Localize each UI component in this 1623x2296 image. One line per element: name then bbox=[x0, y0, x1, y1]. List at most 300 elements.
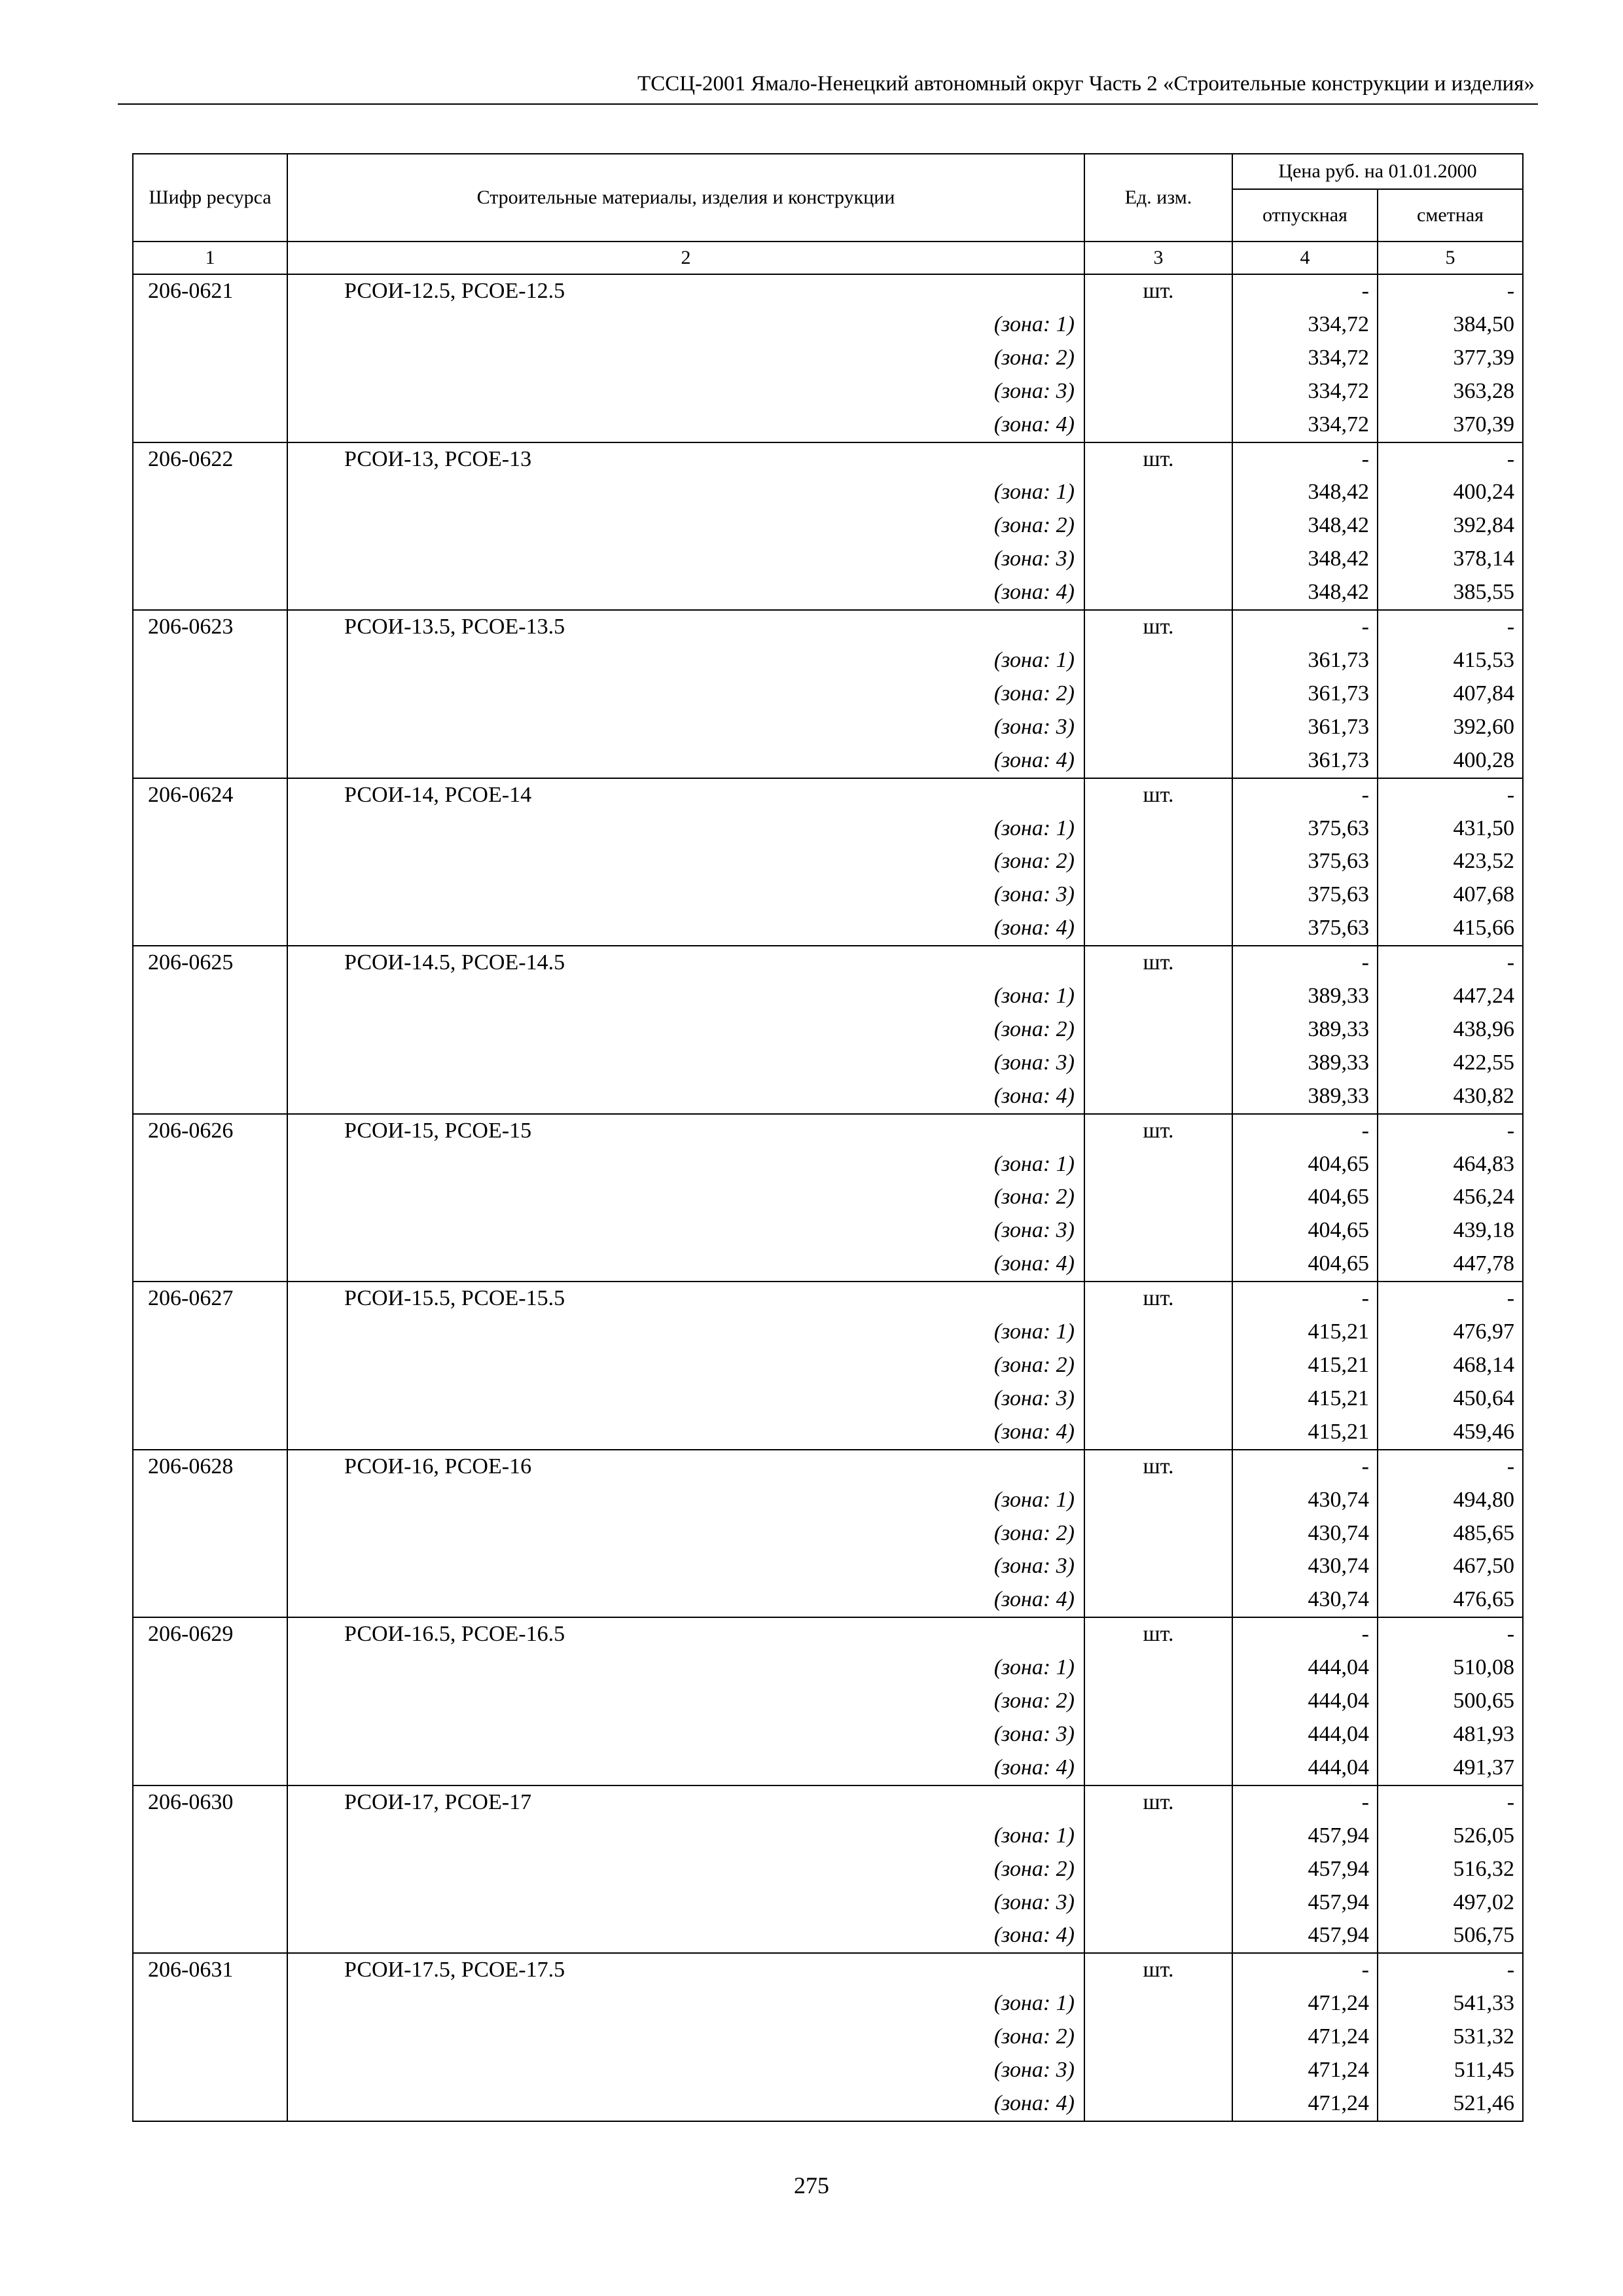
empty-cell bbox=[133, 408, 287, 442]
empty-cell bbox=[133, 845, 287, 878]
estimate-price: - bbox=[1378, 1617, 1523, 1651]
empty-cell bbox=[133, 912, 287, 946]
estimate-price: 497,02 bbox=[1378, 1886, 1523, 1920]
empty-cell bbox=[1084, 476, 1232, 509]
empty-cell bbox=[1084, 543, 1232, 576]
zone-label: (зона: 3) bbox=[287, 1382, 1084, 1416]
zone-label: (зона: 3) bbox=[287, 1214, 1084, 1247]
zone-label: (зона: 3) bbox=[287, 1550, 1084, 1583]
zone-label: (зона: 2) bbox=[287, 1181, 1084, 1214]
zone-row bbox=[133, 1214, 1523, 1247]
release-price: 457,94 bbox=[1232, 1853, 1378, 1886]
unit: шт. bbox=[1084, 1617, 1232, 1651]
zone-row bbox=[133, 1583, 1523, 1617]
empty-cell bbox=[133, 1583, 287, 1617]
unit: шт. bbox=[1084, 1953, 1232, 1987]
page-header: ТССЦ-2001 Ямало-Ненецкий автономный округ Часть 2 «Строительные конструкции и изделия» bbox=[637, 72, 1535, 96]
zone-row bbox=[133, 912, 1523, 946]
zone-row bbox=[133, 1080, 1523, 1114]
estimate-price: 476,65 bbox=[1378, 1583, 1523, 1617]
table-row bbox=[133, 1953, 1523, 1987]
estimate-price: 526,05 bbox=[1378, 1820, 1523, 1853]
empty-cell bbox=[1084, 1651, 1232, 1685]
empty-cell bbox=[1084, 2020, 1232, 2054]
zone-row bbox=[133, 1148, 1523, 1181]
estimate-price: 481,93 bbox=[1378, 1718, 1523, 1751]
release-price: 444,04 bbox=[1232, 1685, 1378, 1718]
empty-cell bbox=[133, 476, 287, 509]
estimate-price: 415,66 bbox=[1378, 912, 1523, 946]
empty-cell bbox=[1084, 375, 1232, 408]
estimate-price: 431,50 bbox=[1378, 812, 1523, 846]
empty-cell bbox=[1084, 1919, 1232, 1953]
release-price: 375,63 bbox=[1232, 912, 1378, 946]
table-header bbox=[133, 154, 1523, 274]
resource-code: 206-0630 bbox=[133, 1785, 287, 1820]
empty-cell bbox=[133, 1013, 287, 1047]
empty-cell bbox=[1084, 308, 1232, 342]
col-number: 1 bbox=[133, 242, 287, 274]
estimate-price: 392,60 bbox=[1378, 711, 1523, 744]
estimate-price: 467,50 bbox=[1378, 1550, 1523, 1583]
price-table bbox=[132, 153, 1524, 2122]
empty-cell bbox=[133, 1148, 287, 1181]
estimate-price: 447,78 bbox=[1378, 1247, 1523, 1282]
table-row bbox=[133, 1114, 1523, 1148]
zone-row bbox=[133, 1550, 1523, 1583]
estimate-price: - bbox=[1378, 274, 1523, 308]
empty-cell bbox=[1084, 1517, 1232, 1551]
resource-code: 206-0626 bbox=[133, 1114, 287, 1148]
zone-label: (зона: 1) bbox=[287, 1987, 1084, 2020]
zone-row bbox=[133, 1853, 1523, 1886]
release-price: 430,74 bbox=[1232, 1517, 1378, 1551]
empty-cell bbox=[133, 1382, 287, 1416]
release-price: 361,73 bbox=[1232, 677, 1378, 711]
empty-cell bbox=[1084, 980, 1232, 1013]
unit: шт. bbox=[1084, 442, 1232, 476]
zone-row bbox=[133, 509, 1523, 543]
estimate-price: 439,18 bbox=[1378, 1214, 1523, 1247]
estimate-price: 392,84 bbox=[1378, 509, 1523, 543]
empty-cell bbox=[133, 543, 287, 576]
empty-cell bbox=[133, 1416, 287, 1450]
table-body bbox=[133, 274, 1523, 2121]
empty-cell bbox=[1084, 576, 1232, 610]
release-price: 375,63 bbox=[1232, 845, 1378, 878]
zone-row bbox=[133, 1181, 1523, 1214]
estimate-price: 468,14 bbox=[1378, 1349, 1523, 1382]
release-price: 444,04 bbox=[1232, 1718, 1378, 1751]
empty-cell bbox=[1084, 912, 1232, 946]
release-price: - bbox=[1232, 610, 1378, 644]
empty-cell bbox=[133, 812, 287, 846]
zone-row bbox=[133, 1685, 1523, 1718]
empty-cell bbox=[1084, 1382, 1232, 1416]
resource-name: РСОИ-15.5, РСОЕ-15.5 bbox=[287, 1282, 1084, 1316]
empty-cell bbox=[1084, 1080, 1232, 1114]
release-price: 334,72 bbox=[1232, 375, 1378, 408]
zone-label: (зона: 4) bbox=[287, 576, 1084, 610]
zone-row bbox=[133, 812, 1523, 846]
empty-cell bbox=[1084, 1685, 1232, 1718]
estimate-price: 407,84 bbox=[1378, 677, 1523, 711]
estimate-price: 422,55 bbox=[1378, 1047, 1523, 1080]
empty-cell bbox=[1084, 509, 1232, 543]
empty-cell bbox=[1084, 1550, 1232, 1583]
resource-code: 206-0627 bbox=[133, 1282, 287, 1316]
resource-code: 206-0623 bbox=[133, 610, 287, 644]
zone-label: (зона: 1) bbox=[287, 1148, 1084, 1181]
estimate-price: 438,96 bbox=[1378, 1013, 1523, 1047]
empty-cell bbox=[1084, 1853, 1232, 1886]
zone-label: (зона: 4) bbox=[287, 744, 1084, 778]
resource-name: РСОИ-13, РСОЕ-13 bbox=[287, 442, 1084, 476]
empty-cell bbox=[133, 375, 287, 408]
release-price: 361,73 bbox=[1232, 711, 1378, 744]
zone-label: (зона: 4) bbox=[287, 408, 1084, 442]
empty-cell bbox=[1084, 1148, 1232, 1181]
resource-name: РСОИ-17, РСОЕ-17 bbox=[287, 1785, 1084, 1820]
resource-name: РСОИ-14, РСОЕ-14 bbox=[287, 778, 1084, 812]
estimate-price: - bbox=[1378, 1953, 1523, 1987]
empty-cell bbox=[133, 2054, 287, 2087]
estimate-price: - bbox=[1378, 610, 1523, 644]
table-row bbox=[133, 1617, 1523, 1651]
empty-cell bbox=[1084, 1987, 1232, 2020]
release-price: 430,74 bbox=[1232, 1550, 1378, 1583]
empty-cell bbox=[133, 1080, 287, 1114]
empty-cell bbox=[1084, 1886, 1232, 1920]
release-price: 375,63 bbox=[1232, 812, 1378, 846]
zone-label: (зона: 3) bbox=[287, 711, 1084, 744]
col-release-header: отпускная bbox=[1232, 189, 1378, 242]
estimate-price: 378,14 bbox=[1378, 543, 1523, 576]
release-price: 334,72 bbox=[1232, 408, 1378, 442]
zone-row bbox=[133, 1047, 1523, 1080]
empty-cell bbox=[133, 1886, 287, 1920]
zone-label: (зона: 1) bbox=[287, 308, 1084, 342]
estimate-price: 456,24 bbox=[1378, 1181, 1523, 1214]
release-price: 471,24 bbox=[1232, 2054, 1378, 2087]
zone-row bbox=[133, 878, 1523, 912]
zone-row bbox=[133, 1886, 1523, 1920]
estimate-price: - bbox=[1378, 1114, 1523, 1148]
zone-row bbox=[133, 711, 1523, 744]
estimate-price: 363,28 bbox=[1378, 375, 1523, 408]
zone-row bbox=[133, 1651, 1523, 1685]
zone-label: (зона: 3) bbox=[287, 2054, 1084, 2087]
col-number: 3 bbox=[1084, 242, 1232, 274]
zone-label: (зона: 1) bbox=[287, 1316, 1084, 1349]
unit: шт. bbox=[1084, 778, 1232, 812]
zone-label: (зона: 2) bbox=[287, 845, 1084, 878]
estimate-price: 485,65 bbox=[1378, 1517, 1523, 1551]
estimate-price: 459,46 bbox=[1378, 1416, 1523, 1450]
release-price: 375,63 bbox=[1232, 878, 1378, 912]
empty-cell bbox=[1084, 878, 1232, 912]
estimate-price: 521,46 bbox=[1378, 2087, 1523, 2121]
estimate-price: 464,83 bbox=[1378, 1148, 1523, 1181]
col-price-header: Цена руб. на 01.01.2000 bbox=[1232, 154, 1523, 189]
header-rule bbox=[118, 103, 1538, 105]
zone-row bbox=[133, 1349, 1523, 1382]
estimate-price: 511,45 bbox=[1378, 2054, 1523, 2087]
zone-row bbox=[133, 375, 1523, 408]
estimate-price: 500,65 bbox=[1378, 1685, 1523, 1718]
empty-cell bbox=[1084, 1718, 1232, 1751]
release-price: 348,42 bbox=[1232, 543, 1378, 576]
zone-label: (зона: 3) bbox=[287, 1886, 1084, 1920]
estimate-price: 430,82 bbox=[1378, 1080, 1523, 1114]
estimate-price: 400,28 bbox=[1378, 744, 1523, 778]
resource-name: РСОИ-15, РСОЕ-15 bbox=[287, 1114, 1084, 1148]
empty-cell bbox=[1084, 1416, 1232, 1450]
col-estimate-header: сметная bbox=[1378, 189, 1523, 242]
empty-cell bbox=[133, 1651, 287, 1685]
empty-cell bbox=[133, 1484, 287, 1517]
empty-cell bbox=[1084, 1349, 1232, 1382]
col-number: 5 bbox=[1378, 242, 1523, 274]
zone-label: (зона: 2) bbox=[287, 2020, 1084, 2054]
estimate-price: - bbox=[1378, 778, 1523, 812]
resource-name: РСОИ-13.5, РСОЕ-13.5 bbox=[287, 610, 1084, 644]
table-row bbox=[133, 442, 1523, 476]
unit: шт. bbox=[1084, 610, 1232, 644]
release-price: 361,73 bbox=[1232, 644, 1378, 677]
zone-label: (зона: 4) bbox=[287, 1247, 1084, 1282]
col-number: 4 bbox=[1232, 242, 1378, 274]
estimate-price: 516,32 bbox=[1378, 1853, 1523, 1886]
empty-cell bbox=[133, 980, 287, 1013]
release-price: 389,33 bbox=[1232, 1080, 1378, 1114]
unit: шт. bbox=[1084, 1450, 1232, 1484]
zone-label: (зона: 2) bbox=[287, 1517, 1084, 1551]
estimate-price: - bbox=[1378, 1282, 1523, 1316]
table-row bbox=[133, 1785, 1523, 1820]
zone-label: (зона: 2) bbox=[287, 342, 1084, 375]
zone-label: (зона: 1) bbox=[287, 476, 1084, 509]
zone-row bbox=[133, 1484, 1523, 1517]
release-price: 334,72 bbox=[1232, 308, 1378, 342]
zone-row bbox=[133, 342, 1523, 375]
empty-cell bbox=[1084, 812, 1232, 846]
release-price: 348,42 bbox=[1232, 509, 1378, 543]
zone-label: (зона: 1) bbox=[287, 812, 1084, 846]
zone-label: (зона: 4) bbox=[287, 1080, 1084, 1114]
empty-cell bbox=[1084, 1247, 1232, 1282]
zone-label: (зона: 1) bbox=[287, 1484, 1084, 1517]
estimate-price: - bbox=[1378, 1450, 1523, 1484]
zone-label: (зона: 4) bbox=[287, 1751, 1084, 1785]
resource-code: 206-0631 bbox=[133, 1953, 287, 1987]
unit: шт. bbox=[1084, 946, 1232, 980]
empty-cell bbox=[133, 1751, 287, 1785]
estimate-price: - bbox=[1378, 946, 1523, 980]
zone-row bbox=[133, 1751, 1523, 1785]
release-price: - bbox=[1232, 946, 1378, 980]
estimate-price: 476,97 bbox=[1378, 1316, 1523, 1349]
empty-cell bbox=[133, 2087, 287, 2121]
zone-row bbox=[133, 576, 1523, 610]
table-row bbox=[133, 1282, 1523, 1316]
release-price: - bbox=[1232, 778, 1378, 812]
resource-code: 206-0628 bbox=[133, 1450, 287, 1484]
zone-label: (зона: 4) bbox=[287, 912, 1084, 946]
empty-cell bbox=[133, 1853, 287, 1886]
empty-cell bbox=[1084, 644, 1232, 677]
zone-row bbox=[133, 644, 1523, 677]
col-name-header: Строительные материалы, изделия и конструкции bbox=[287, 154, 1084, 242]
zone-row bbox=[133, 476, 1523, 509]
zone-row bbox=[133, 845, 1523, 878]
release-price: 389,33 bbox=[1232, 1047, 1378, 1080]
empty-cell bbox=[133, 644, 287, 677]
empty-cell bbox=[133, 1987, 287, 2020]
release-price: 444,04 bbox=[1232, 1651, 1378, 1685]
release-price: 415,21 bbox=[1232, 1382, 1378, 1416]
empty-cell bbox=[133, 1718, 287, 1751]
zone-row bbox=[133, 1820, 1523, 1853]
zone-label: (зона: 2) bbox=[287, 1013, 1084, 1047]
release-price: - bbox=[1232, 1114, 1378, 1148]
zone-row bbox=[133, 744, 1523, 778]
zone-label: (зона: 2) bbox=[287, 1349, 1084, 1382]
empty-cell bbox=[133, 1247, 287, 1282]
release-price: 389,33 bbox=[1232, 980, 1378, 1013]
release-price: 415,21 bbox=[1232, 1316, 1378, 1349]
zone-row bbox=[133, 1718, 1523, 1751]
resource-name: РСОИ-16, РСОЕ-16 bbox=[287, 1450, 1084, 1484]
zone-label: (зона: 4) bbox=[287, 2087, 1084, 2121]
zone-label: (зона: 2) bbox=[287, 1685, 1084, 1718]
empty-cell bbox=[133, 1349, 287, 1382]
zone-row bbox=[133, 980, 1523, 1013]
zone-row bbox=[133, 1013, 1523, 1047]
empty-cell bbox=[133, 1316, 287, 1349]
estimate-price: 415,53 bbox=[1378, 644, 1523, 677]
empty-cell bbox=[1084, 1583, 1232, 1617]
release-price: - bbox=[1232, 1617, 1378, 1651]
empty-cell bbox=[133, 2020, 287, 2054]
unit: шт. bbox=[1084, 274, 1232, 308]
release-price: 457,94 bbox=[1232, 1820, 1378, 1853]
zone-label: (зона: 4) bbox=[287, 1919, 1084, 1953]
release-price: 415,21 bbox=[1232, 1416, 1378, 1450]
zone-row bbox=[133, 2087, 1523, 2121]
resource-name: РСОИ-16.5, РСОЕ-16.5 bbox=[287, 1617, 1084, 1651]
empty-cell bbox=[133, 1550, 287, 1583]
estimate-price: 407,68 bbox=[1378, 878, 1523, 912]
zone-label: (зона: 3) bbox=[287, 1047, 1084, 1080]
estimate-price: 541,33 bbox=[1378, 1987, 1523, 2020]
unit: шт. bbox=[1084, 1282, 1232, 1316]
release-price: 348,42 bbox=[1232, 576, 1378, 610]
zone-label: (зона: 3) bbox=[287, 543, 1084, 576]
col-code-header: Шифр ресурса bbox=[133, 154, 287, 242]
resource-name: РСОИ-17.5, РСОЕ-17.5 bbox=[287, 1953, 1084, 1987]
release-price: 457,94 bbox=[1232, 1919, 1378, 1953]
empty-cell bbox=[1084, 1820, 1232, 1853]
estimate-price: 423,52 bbox=[1378, 845, 1523, 878]
release-price: - bbox=[1232, 1282, 1378, 1316]
empty-cell bbox=[1084, 1013, 1232, 1047]
empty-cell bbox=[1084, 1751, 1232, 1785]
unit: шт. bbox=[1084, 1114, 1232, 1148]
estimate-price: - bbox=[1378, 1785, 1523, 1820]
resource-name: РСОИ-14.5, РСОЕ-14.5 bbox=[287, 946, 1084, 980]
col-number: 2 bbox=[287, 242, 1084, 274]
estimate-price: 491,37 bbox=[1378, 1751, 1523, 1785]
zone-row bbox=[133, 677, 1523, 711]
zone-row bbox=[133, 1247, 1523, 1282]
zone-row bbox=[133, 1987, 1523, 2020]
empty-cell bbox=[133, 878, 287, 912]
estimate-price: 510,08 bbox=[1378, 1651, 1523, 1685]
empty-cell bbox=[133, 1214, 287, 1247]
zone-row bbox=[133, 2054, 1523, 2087]
empty-cell bbox=[133, 1047, 287, 1080]
zone-label: (зона: 1) bbox=[287, 1820, 1084, 1853]
resource-code: 206-0621 bbox=[133, 274, 287, 308]
estimate-price: 370,39 bbox=[1378, 408, 1523, 442]
unit: шт. bbox=[1084, 1785, 1232, 1820]
table-row bbox=[133, 778, 1523, 812]
release-price: 389,33 bbox=[1232, 1013, 1378, 1047]
release-price: 471,24 bbox=[1232, 2020, 1378, 2054]
resource-name: РСОИ-12.5, РСОЕ-12.5 bbox=[287, 274, 1084, 308]
estimate-price: 531,32 bbox=[1378, 2020, 1523, 2054]
empty-cell bbox=[1084, 1047, 1232, 1080]
zone-label: (зона: 2) bbox=[287, 1853, 1084, 1886]
release-price: 404,65 bbox=[1232, 1247, 1378, 1282]
release-price: 471,24 bbox=[1232, 2087, 1378, 2121]
table-row bbox=[133, 274, 1523, 308]
zone-row bbox=[133, 408, 1523, 442]
empty-cell bbox=[1084, 1484, 1232, 1517]
empty-cell bbox=[133, 1919, 287, 1953]
empty-cell bbox=[1084, 744, 1232, 778]
release-price: - bbox=[1232, 442, 1378, 476]
estimate-price: 400,24 bbox=[1378, 476, 1523, 509]
release-price: 361,73 bbox=[1232, 744, 1378, 778]
release-price: 444,04 bbox=[1232, 1751, 1378, 1785]
resource-code: 206-0624 bbox=[133, 778, 287, 812]
empty-cell bbox=[1084, 1214, 1232, 1247]
empty-cell bbox=[133, 1820, 287, 1853]
empty-cell bbox=[133, 342, 287, 375]
zone-label: (зона: 1) bbox=[287, 980, 1084, 1013]
release-price: - bbox=[1232, 1450, 1378, 1484]
empty-cell bbox=[1084, 711, 1232, 744]
release-price: 471,24 bbox=[1232, 1987, 1378, 2020]
release-price: 430,74 bbox=[1232, 1484, 1378, 1517]
empty-cell bbox=[1084, 342, 1232, 375]
zone-row bbox=[133, 543, 1523, 576]
empty-cell bbox=[133, 744, 287, 778]
resource-code: 206-0622 bbox=[133, 442, 287, 476]
release-price: 334,72 bbox=[1232, 342, 1378, 375]
empty-cell bbox=[133, 308, 287, 342]
zone-row bbox=[133, 1416, 1523, 1450]
release-price: 404,65 bbox=[1232, 1214, 1378, 1247]
empty-cell bbox=[1084, 1316, 1232, 1349]
zone-label: (зона: 3) bbox=[287, 1718, 1084, 1751]
zone-label: (зона: 4) bbox=[287, 1416, 1084, 1450]
zone-row bbox=[133, 1382, 1523, 1416]
resource-code: 206-0625 bbox=[133, 946, 287, 980]
col-unit-header: Ед. изм. bbox=[1084, 154, 1232, 242]
